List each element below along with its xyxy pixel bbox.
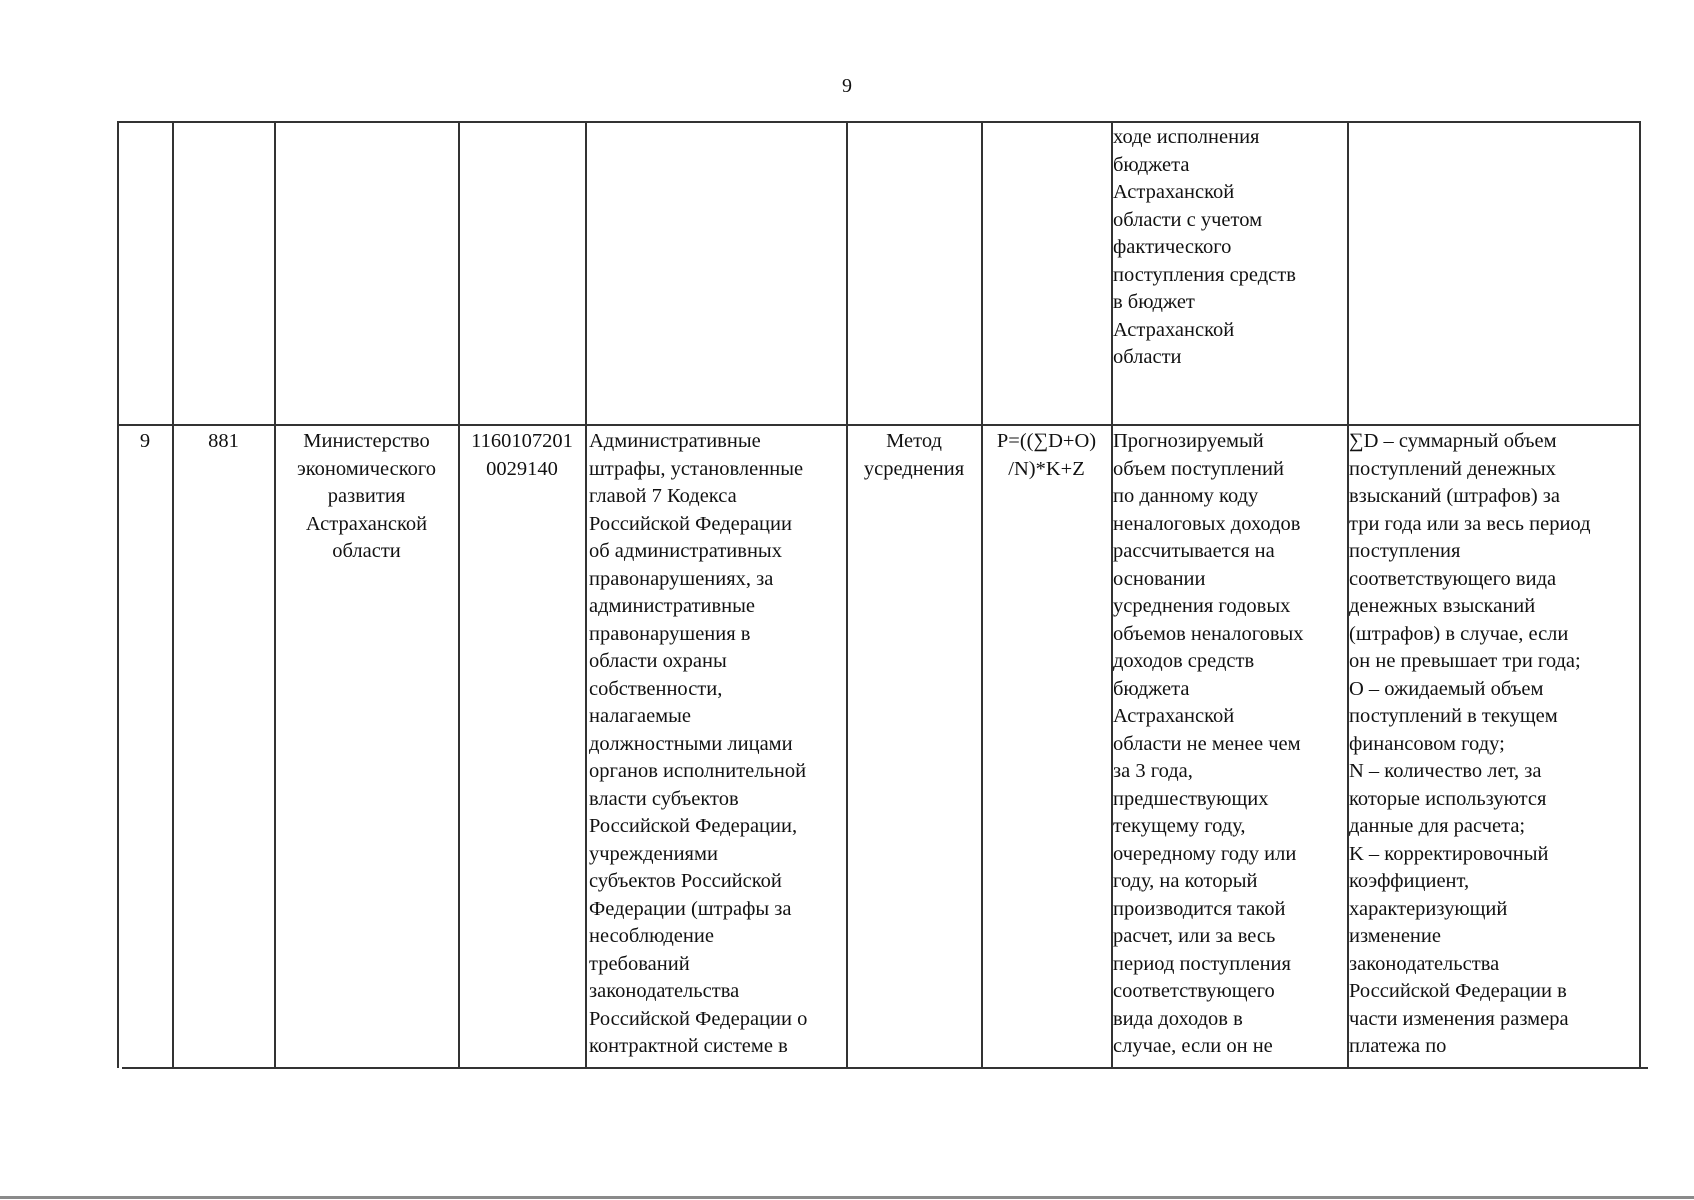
column-border [846,121,848,1068]
table-bottom-border [122,1067,1648,1069]
column-border [274,121,276,1068]
column-border [458,121,460,1068]
cell-income-name: Административные штрафы, установленные главой 7 Кодекса Российской Федерации об административных правонарушениях, за административные правонарушения в области охраны собственности, налагаемые должностными лицами органов исполнительной власти субъектов Российской Федерации, учреждениями субъектов Российской Федерации (штрафы за несоблюдение требований законодательства Российской Федерации о контрактной системе в [589,430,808,1057]
cell-row-number: 9 [139,430,151,452]
page-number: 9 [842,75,852,97]
column-border [981,121,983,1068]
cell-administrator: Министерство экономического развития Астраханской области [296,430,437,562]
cell-description-continued: ходе исполнения бюджета Астраханской области с учетом фактического поступления средств в бюджет Астраханской области [1113,126,1296,368]
cell-kbk: 1160107201 0029140 [471,430,573,480]
cell-indicators: ∑D – суммарный объем поступлений денежных взысканий (штрафов) за три года или за весь период поступления соответствующего вида денежных взысканий (штрафов) в случае, если он не превышает три года; O – ожидаемый объем поступлений в текущем финансовом году; N – количество лет, за которые используются данные для расчета; K – корректировочный коэффициент, характеризующий изменение законодательства Российской Федерации в части изменения размера платежа по [1349,430,1591,1057]
row-divider [117,424,1639,426]
column-border [117,121,119,1068]
cell-admin-code: 881 [208,430,239,452]
table-top-border [117,121,1639,123]
column-border [585,121,587,1068]
table-right-border [1639,121,1641,1068]
column-border [172,121,174,1068]
scan-bottom-edge [0,1196,1694,1199]
cell-formula: P=((∑D+O) /N)*K+Z [996,430,1097,480]
cell-algorithm: Прогнозируемый объем поступлений по данному коду неналоговых доходов рассчитывается на основании усреднения годовых объемов неналоговых доходов средств бюджета Астраханской области не менее чем за 3 года, предшествующих текущему году, очередному году или году, на который производится такой расчет, или за весь период поступления соответствующего вида доходов в случае, если он не [1113,430,1304,1057]
cell-method: Метод усреднения [863,430,965,480]
